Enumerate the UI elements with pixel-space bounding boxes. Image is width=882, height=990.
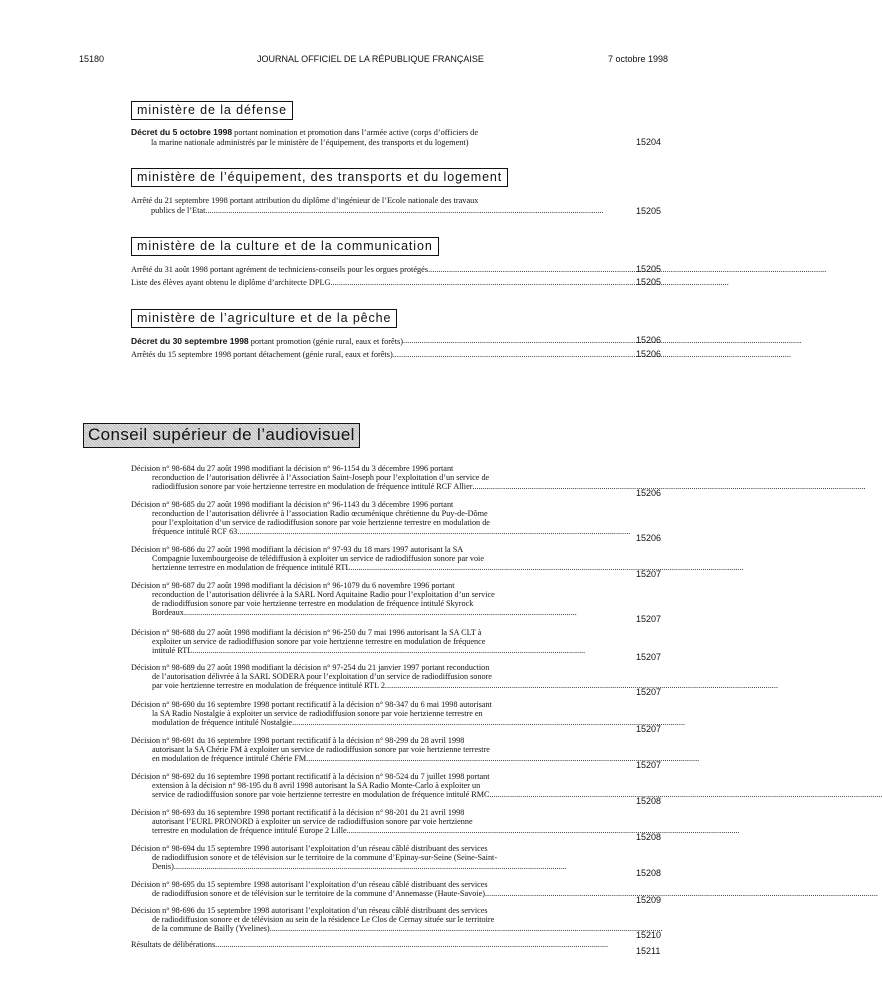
dot-leader bbox=[347, 826, 740, 835]
decision-text-line: autorisant l’EURL PRONORD à exploiter un service de radiodiffusion sonore par voie hertzienne bbox=[152, 817, 473, 827]
decision-page-number: 15206 bbox=[636, 533, 662, 544]
decision-text-line: radiodiffusion sonore par voie hertzienne terrestre en modulation de fréquence intitulé RCF Allier bbox=[152, 482, 473, 492]
decision-text-line: Décision n° 98-687 du 27 août 1998 modifiant la décision n° 96-1079 du 6 novembre 1996 portant bbox=[131, 581, 455, 590]
decision-page-number: 15208 bbox=[636, 868, 662, 879]
decision-text-line: autorisant la SA Chérie FM à exploiter un service de radiodiffusion sonore par voie hertzienne terrestre bbox=[152, 745, 490, 755]
toc-entry[interactable] bbox=[131, 336, 615, 347]
decision-text-line: Décision n° 98-688 du 27 août 1998 modifiant la décision n° 96-250 du 7 mai 1996 autorisant la SA CLT à bbox=[131, 628, 482, 637]
dot-leader bbox=[428, 265, 826, 275]
decision-text-line: reconduction de l’autorisation délivrée à l’association Radio œcuménique chrétienne du Puy-de-Dôme bbox=[152, 509, 488, 519]
decision-text-line: hertzienne terrestre en modulation de fréquence intitulé RTL bbox=[152, 563, 351, 573]
decision-text-line: Décision n° 98-695 du 15 septembre 1998 autorisant l’exploitation d’un réseau câblé distribuant des services bbox=[131, 880, 488, 889]
csa-decision-entry[interactable] bbox=[131, 808, 615, 835]
decision-text-line: fréquence intitulé RCF 63 bbox=[152, 527, 238, 537]
dot-leader bbox=[215, 940, 615, 949]
entry-page-number: 15204 bbox=[636, 137, 662, 147]
decision-text-line: reconduction de l’autorisation délivrée à l’Association Saint-Joseph pour l’exploitation d’un service de bbox=[152, 473, 490, 483]
dot-leader bbox=[472, 482, 865, 491]
csa-decision-entry[interactable] bbox=[131, 628, 615, 655]
ministry-title-agriculture: ministère de l’agriculture et de la pêche bbox=[131, 309, 397, 328]
dot-leader bbox=[174, 862, 615, 871]
decision-text-line: extension à la décision n° 98-195 du 8 avril 1998 autorisant la SA Radio Monte-Carlo à exploiter un bbox=[152, 781, 481, 791]
decision-text-line: de radiodiffusion sonore et de télévision sur le territoire de la commune d’Epinay-sur-Seine (Seine-Saint- bbox=[152, 853, 498, 863]
decision-page-number: 15210 bbox=[636, 930, 662, 941]
decision-text-line: Décision n° 98-690 du 16 septembre 1998 portant rectificatif à la décision n° 98-347 du 6 mai 1998 autorisant bbox=[131, 700, 492, 709]
decision-text-line: Décision n° 98-691 du 16 septembre 1998 portant rectificatif à la décision n° 98-299 du 28 avril 1998 bbox=[131, 736, 465, 745]
ministry-title-culture: ministère de la culture et de la communication bbox=[131, 237, 439, 256]
decision-page-number: 15207 bbox=[636, 687, 662, 698]
dot-leader bbox=[331, 278, 729, 288]
toc-entry[interactable] bbox=[131, 265, 615, 275]
page-number: 15180 bbox=[79, 54, 105, 64]
decision-page-number: 15208 bbox=[636, 832, 662, 843]
entry-text: la marine nationale administrés par le ministère de l’équipement, des transports et du logement) bbox=[151, 138, 469, 147]
dot-leader bbox=[350, 563, 743, 572]
decision-text-line: la SA Radio Nostalgie à exploiter un service de radiodiffusion sonore par voie hertzienne terrestre en bbox=[152, 709, 483, 719]
decision-text-line: Décision n° 98-685 du 27 août 1998 modifiant la décision n° 96-1143 du 3 décembre 1996 portant bbox=[131, 500, 454, 509]
decision-page-number: 15206 bbox=[636, 488, 662, 499]
decision-text-line: Résultats de délibérations bbox=[131, 940, 216, 949]
dot-leader bbox=[205, 206, 615, 216]
entry-text: portant promotion (génie rural, eaux et forêts) bbox=[248, 337, 404, 346]
decision-text-line: de radiodiffusion sonore et de télévision sur le territoire de la commune d’Annemasse (Haute-Savoie) bbox=[152, 889, 485, 899]
decision-page-number: 15207 bbox=[636, 652, 662, 663]
dot-leader bbox=[184, 608, 615, 617]
dot-leader bbox=[489, 790, 882, 799]
entry-text: Liste des élèves ayant obtenu le diplôme d’architecte DPLG bbox=[131, 278, 331, 287]
decision-page-number: 15209 bbox=[636, 895, 662, 906]
csa-decision-entry[interactable] bbox=[131, 464, 615, 491]
csa-decision-entry[interactable] bbox=[131, 581, 615, 617]
decision-text-line: exploiter un service de radiodiffusion sonore par voie hertzienne terrestre en modulation de fréquence bbox=[152, 637, 486, 647]
decision-text-line: Décision n° 98-694 du 15 septembre 1998 autorisant l’exploitation d’un réseau câblé distribuant des services bbox=[131, 844, 488, 853]
toc-entry[interactable] bbox=[131, 350, 615, 360]
decision-page-number: 15211 bbox=[636, 946, 661, 956]
entry-page-number: 15205 bbox=[636, 206, 662, 216]
decision-text-line: Décision n° 98-693 du 16 septembre 1998 portant rectificatif à la décision n° 98-201 du 21 avril 1998 bbox=[131, 808, 465, 817]
csa-decision-entry[interactable] bbox=[131, 500, 615, 536]
decision-text-line: Compagnie luxembourgeoise de télédiffusion à exploiter un service de radiodiffusion sonore par voie bbox=[152, 554, 484, 564]
decision-page-number: 15207 bbox=[636, 724, 662, 735]
csa-decision-entry[interactable] bbox=[131, 906, 615, 933]
decision-text-line: pour l’exploitation d’un service de radiodiffusion sonore par voie hertzienne terrestre en modulation de bbox=[152, 518, 490, 528]
entry-page-number: 15205 bbox=[636, 264, 662, 274]
csa-decision-entry[interactable] bbox=[131, 545, 615, 572]
decision-text-line: de radiodiffusion sonore par voie hertzienne terrestre en modulation de fréquence intitulé Skyrock bbox=[152, 599, 474, 609]
decision-text-line: par voie hertzienne terrestre en modulation de fréquence intitulé RTL 2 bbox=[152, 681, 385, 691]
entry-text: publics de l’Etat bbox=[151, 206, 206, 215]
dot-leader bbox=[237, 527, 630, 536]
decision-page-number: 15207 bbox=[636, 760, 662, 771]
decision-text-line: intitulé RTL bbox=[152, 646, 193, 656]
dot-leader bbox=[485, 889, 878, 898]
decision-text-line: Décision n° 98-689 du 27 août 1998 modifiant la décision n° 97-254 du 21 janvier 1997 portant reconduction bbox=[131, 663, 490, 672]
decision-text-line: Décision n° 98-686 du 27 août 1998 modifiant la décision n° 97-93 du 18 mars 1997 autorisant la SA bbox=[131, 545, 464, 554]
decision-text-line: de la commune de Bailly (Yvelines) bbox=[152, 924, 270, 934]
decision-text-line: Décision n° 98-692 du 16 septembre 1998 portant rectificatif à la décision n° 98-524 du 7 juillet 1998 portant bbox=[131, 772, 490, 781]
dot-leader bbox=[393, 350, 791, 360]
csa-decision-entry[interactable] bbox=[131, 844, 615, 871]
decision-text-line: modulation de fréquence intitulé Nostalgie bbox=[152, 718, 293, 728]
entry-page-number: 15205 bbox=[636, 277, 662, 287]
ministry-title-defense: ministère de la défense bbox=[131, 101, 293, 120]
dot-leader bbox=[385, 681, 778, 690]
entry-text: portant nomination et promotion dans l’armée active (corps d’officiers de bbox=[232, 128, 479, 137]
decision-page-number: 15207 bbox=[636, 614, 662, 625]
csa-decision-entry[interactable] bbox=[131, 663, 615, 690]
toc-entry[interactable] bbox=[131, 196, 615, 216]
dot-leader bbox=[403, 336, 801, 347]
entry-text: Arrêté du 31 août 1998 portant agrément de techniciens-conseils pour les orgues protégés bbox=[131, 265, 429, 274]
entry-bold-title: Décret du 30 septembre 1998 bbox=[131, 336, 249, 346]
decision-page-number: 15208 bbox=[636, 796, 662, 807]
decision-text-line: de l’autorisation délivrée à la SARL SODERA pour l’exploitation d’un service de radiodiffusion sonore bbox=[152, 672, 492, 682]
csa-decision-entry[interactable] bbox=[131, 736, 615, 763]
decision-text-line: de radiodiffusion sonore et de télévision au sein de la résidence Le Clos de Cernay située sur le territoire bbox=[152, 915, 495, 925]
ministry-title-equipement: ministère de l’équipement, des transports et du logement bbox=[131, 168, 508, 187]
csa-decision-entry[interactable] bbox=[131, 880, 615, 898]
decision-page-number: 15207 bbox=[636, 569, 662, 580]
decision-text-line: reconduction de l’autorisation délivrée à la SARL Nord Aquitaine Radio pour l’exploitation d’un service bbox=[152, 590, 495, 600]
entry-page-number: 15206 bbox=[636, 349, 662, 359]
csa-decision-entry[interactable] bbox=[131, 772, 615, 799]
toc-entry[interactable] bbox=[131, 127, 615, 148]
decision-text-line: service de radiodiffusion sonore par voie hertzienne terrestre en modulation de fréquence intitulé RMC bbox=[152, 790, 490, 800]
toc-entry[interactable] bbox=[131, 278, 615, 288]
entry-page-number: 15206 bbox=[636, 335, 662, 345]
issue-date: 7 octobre 1998 bbox=[608, 54, 669, 64]
decision-text-line: Décision n° 98-696 du 15 septembre 1998 autorisant l’exploitation d’un réseau câblé distribuant des services bbox=[131, 906, 488, 915]
decision-text-line: Décision n° 98-684 du 27 août 1998 modifiant la décision n° 96-1154 du 3 décembre 1996 portant bbox=[131, 464, 454, 473]
dot-leader bbox=[292, 718, 685, 727]
entry-text: Arrêtés du 15 septembre 1998 portant détachement (génie rural, eaux et forêts) bbox=[131, 350, 393, 359]
decision-text-line: terrestre en modulation de fréquence intitulé Europe 2 Lille bbox=[152, 826, 347, 836]
csa-decision-entry[interactable] bbox=[131, 700, 615, 727]
journal-title: JOURNAL OFFICIEL DE LA RÉPUBLIQUE FRANÇAISE bbox=[257, 54, 484, 64]
entry-bold-title: Décret du 5 octobre 1998 bbox=[131, 127, 233, 137]
decision-text-line: Bordeaux bbox=[152, 608, 184, 618]
dot-leader bbox=[192, 646, 615, 655]
decision-text-line: Denis) bbox=[152, 862, 174, 872]
csa-decision-entry[interactable] bbox=[131, 940, 615, 949]
dot-leader bbox=[270, 924, 663, 933]
decision-text-line: en modulation de fréquence intitulé Chérie FM bbox=[152, 754, 307, 764]
entry-text: Arrêté du 21 septembre 1998 portant attribution du diplôme d’ingénieur de l’Ecole nationale des travaux bbox=[131, 196, 479, 205]
csa-section-title: Conseil supérieur de l’audiovisuel bbox=[83, 423, 360, 448]
